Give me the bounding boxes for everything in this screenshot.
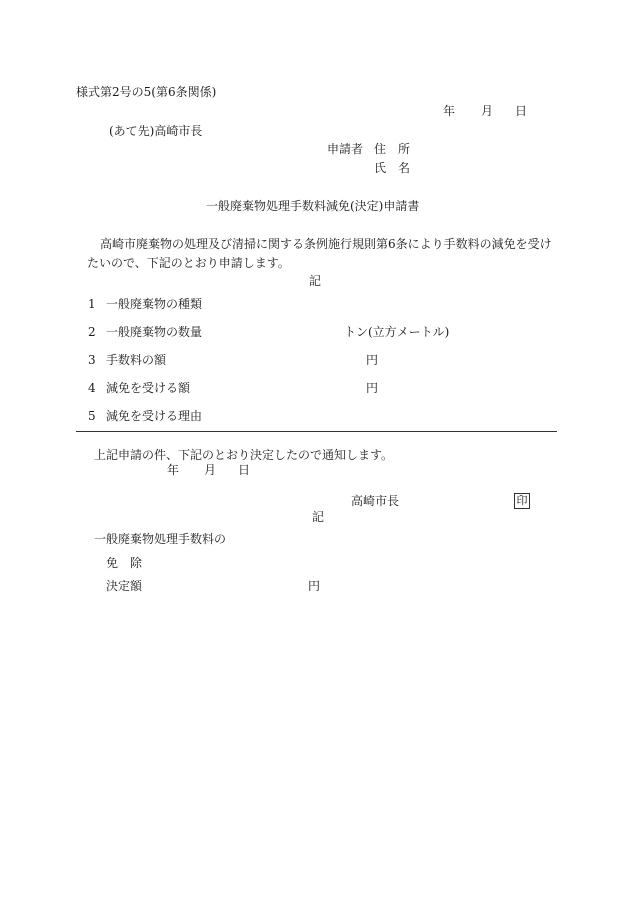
- item-5-label: 減免を受ける理由: [106, 409, 203, 423]
- seal-mark: 印: [514, 493, 530, 509]
- item-4-unit: 円: [366, 381, 379, 395]
- document-title: 一般廃棄物処理手数料減免(決定)申請書: [206, 199, 420, 213]
- body-text-line1: 高崎市廃棄物の処理及び清掃に関する条例施行規則第6条により手数料の減免を受け: [100, 237, 552, 251]
- decision-date-year: 年: [167, 463, 180, 477]
- item-2-label: 一般廃棄物の数量: [106, 325, 203, 339]
- exemption-label: 免 除: [106, 556, 143, 570]
- decision-ki-heading: 記: [312, 510, 325, 524]
- date-year: 年: [443, 104, 456, 118]
- item-3-number: 3: [88, 353, 96, 367]
- decision-notice: 上記申請の件、下記のとおり決定したので通知します。: [94, 448, 394, 462]
- item-2-unit: トン(立方メートル): [344, 325, 450, 339]
- item-1-number: 1: [88, 297, 96, 311]
- mayor-title: 高崎市長: [351, 494, 400, 508]
- decision-date-month: 月: [204, 463, 217, 477]
- decided-amount-label: 決定額: [106, 579, 143, 593]
- ki-heading: 記: [309, 274, 322, 288]
- date-month: 月: [481, 104, 494, 118]
- form-number: 様式第2号の5(第6条関係): [76, 85, 217, 99]
- applicant-label: 申請者: [327, 142, 364, 156]
- decided-amount-unit: 円: [308, 579, 321, 593]
- divider: [76, 431, 557, 432]
- item-5-number: 5: [88, 409, 96, 423]
- body-text-line2: たいので、下記のとおり申請します。: [87, 256, 290, 270]
- date-day: 日: [515, 104, 528, 118]
- item-3-unit: 円: [366, 353, 379, 367]
- fee-label: 一般廃棄物処理手数料の: [94, 532, 227, 546]
- item-4-number: 4: [88, 381, 96, 395]
- applicant-name-label: 氏 名: [374, 161, 411, 175]
- applicant-address-label: 住 所: [374, 142, 411, 156]
- item-2-number: 2: [88, 325, 96, 339]
- decision-date-day: 日: [238, 463, 251, 477]
- item-1-label: 一般廃棄物の種類: [106, 297, 203, 311]
- addressee: (あて先)高崎市長: [109, 124, 203, 138]
- item-4-label: 減免を受ける額: [106, 381, 191, 395]
- item-3-label: 手数料の額: [106, 353, 167, 367]
